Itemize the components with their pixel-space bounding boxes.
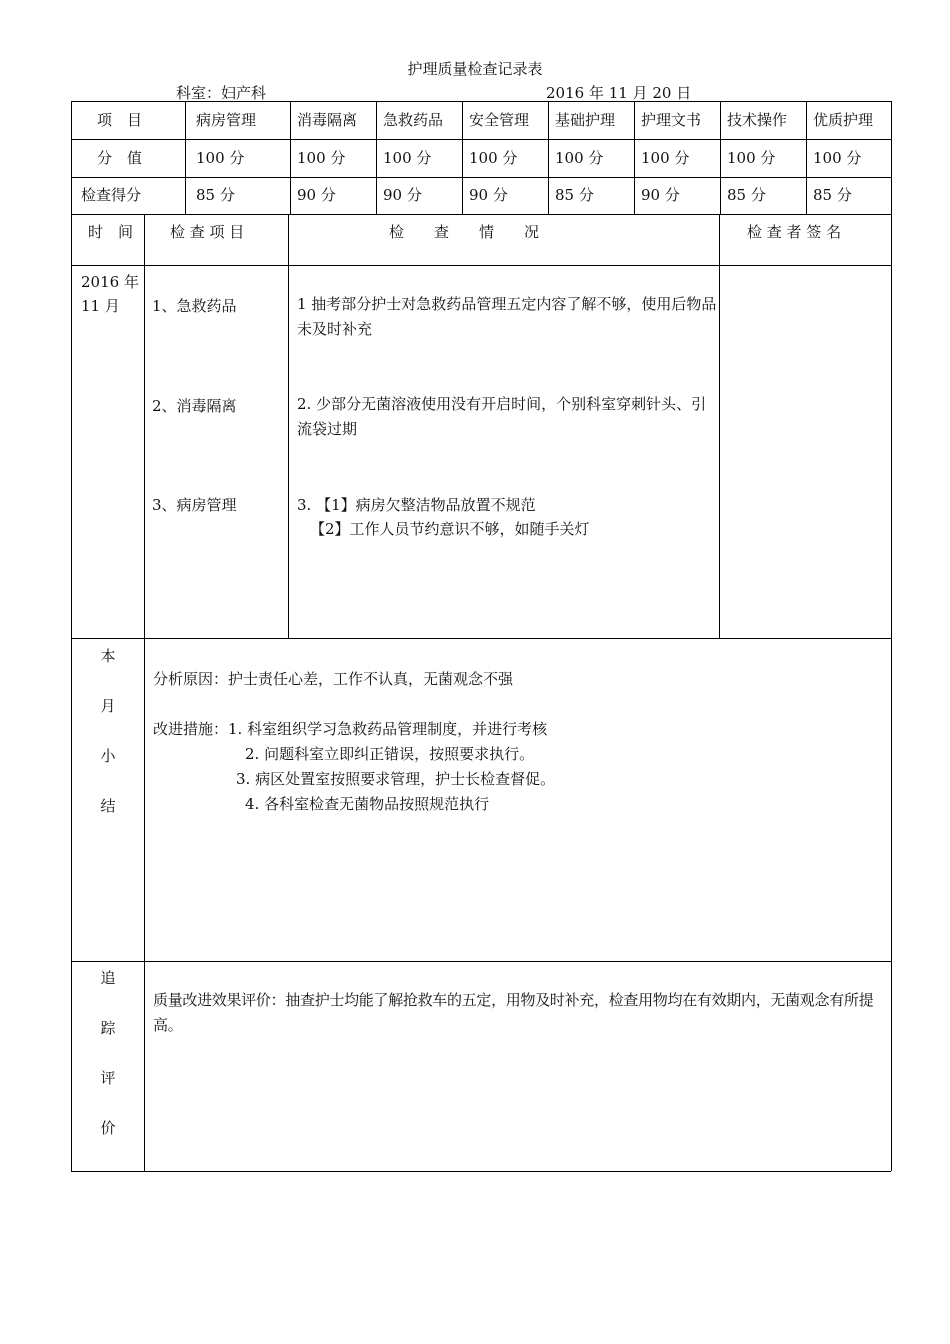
page-title: 护理质量检查记录表 — [407, 60, 543, 78]
obtained-score-cell: 85 分 — [196, 186, 235, 204]
category-cell: 基础护理 — [555, 111, 616, 129]
department-label: 科室：妇产科 — [176, 84, 267, 102]
category-cell: 优质护理 — [813, 111, 874, 129]
check-item: 3、病房管理 — [152, 496, 237, 514]
category-cell: 病房管理 — [196, 111, 257, 129]
header-check-item: 检 查 项 目 — [170, 223, 245, 241]
obtained-score-cell: 90 分 — [641, 186, 680, 204]
obtained-score-cell: 90 分 — [297, 186, 336, 204]
obtained-score-cell: 90 分 — [383, 186, 422, 204]
followup-label-char: 评 — [100, 1069, 116, 1087]
full-score-cell: 100 分 — [641, 149, 690, 167]
summary-measure: 改进措施：1. 科室组织学习急救药品管理制度，并进行考核 — [153, 720, 548, 738]
category-cell: 护理文书 — [641, 111, 702, 129]
category-cell: 安全管理 — [469, 111, 530, 129]
header-inspector-signature: 检 查 者 签 名 — [747, 223, 842, 241]
followup-evaluation-text: 质量改进效果评价：抽查护士均能了解抢救车的五定，用物及时补充，检查用物均在有效期内，无菌观念有所提高。 — [153, 991, 874, 1034]
row-label-item: 项 目 — [97, 111, 143, 129]
check-time-month: 11 月 — [81, 297, 120, 315]
header-time: 时 间 — [88, 223, 134, 241]
followup-label-char: 追 — [100, 969, 116, 987]
full-score-cell: 100 分 — [555, 149, 604, 167]
summary-label-char: 结 — [100, 797, 116, 815]
row-label-full-score: 分 值 — [97, 149, 143, 167]
check-item: 1、急救药品 — [152, 297, 237, 315]
full-score-cell: 100 分 — [196, 149, 245, 167]
category-cell: 技术操作 — [727, 111, 788, 129]
obtained-score-cell: 85 分 — [727, 186, 766, 204]
summary-label-char: 月 — [100, 697, 116, 715]
finding-text: 2. 少部分无菌溶液使用没有开启时间，个别科室穿刺针头、引流袋过期 — [297, 395, 707, 438]
summary-measure: 4. 各科室检查无菌物品按照规范执行 — [245, 795, 490, 813]
summary-measure: 3. 病区处置室按照要求管理，护士长检查督促。 — [236, 770, 556, 788]
finding-text: 【2】工作人员节约意识不够，如随手关灯 — [310, 520, 590, 538]
finding-text: 3. 【1】病房欠整洁物品放置不规范 — [297, 496, 536, 514]
check-time-year: 2016 年 — [81, 273, 139, 291]
summary-cause: 分析原因：护士责任心差，工作不认真，无菌观念不强 — [153, 670, 514, 688]
full-score-cell: 100 分 — [297, 149, 346, 167]
full-score-cell: 100 分 — [469, 149, 518, 167]
obtained-score-cell: 90 分 — [469, 186, 508, 204]
obtained-score-cell: 85 分 — [555, 186, 594, 204]
inspection-date: 2016 年 11 月 20 日 — [546, 84, 692, 102]
check-item: 2、消毒隔离 — [152, 397, 237, 415]
finding-text: 1 抽考部分护士对急救药品管理五定内容了解不够，使用后物品未及时补充 — [297, 295, 717, 338]
category-cell: 消毒隔离 — [297, 111, 358, 129]
summary-label-char: 小 — [100, 747, 116, 765]
summary-measure: 2. 问题科室立即纠正错误，按照要求执行。 — [245, 745, 535, 763]
category-cell: 急救药品 — [383, 111, 444, 129]
followup-label-char: 踪 — [100, 1019, 116, 1037]
full-score-cell: 100 分 — [813, 149, 862, 167]
obtained-score-cell: 85 分 — [813, 186, 852, 204]
summary-label-char: 本 — [100, 647, 116, 665]
full-score-cell: 100 分 — [383, 149, 432, 167]
followup-label-char: 价 — [100, 1119, 116, 1137]
full-score-cell: 100 分 — [727, 149, 776, 167]
header-check-situation: 检 查 情 况 — [389, 223, 540, 241]
row-label-obtained-score: 检查得分 — [81, 186, 142, 204]
